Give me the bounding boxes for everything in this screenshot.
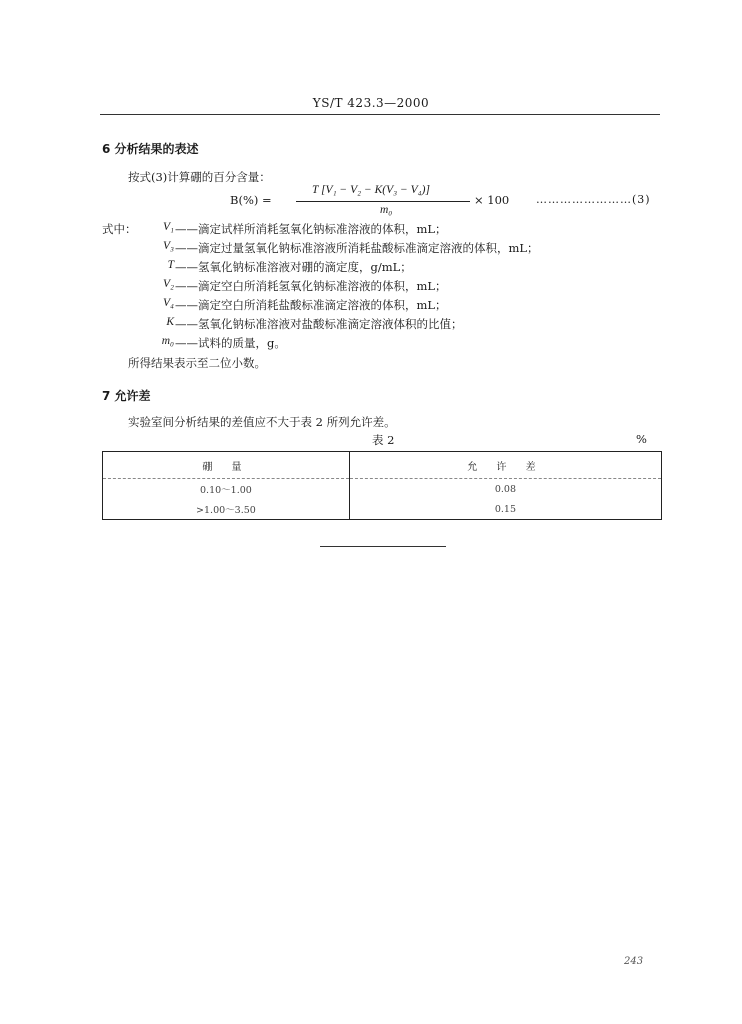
tolerance-text: 实验室间分析结果的差值应不大于表 2 所列允许差。 xyxy=(128,415,396,429)
variable-description: ——滴定空白所消耗氢氧化钠标准溶液的体积，mL； xyxy=(175,279,447,293)
variable-symbol: T xyxy=(167,259,174,271)
variable-symbol: V₃ xyxy=(162,240,174,252)
variable-symbol: K xyxy=(166,316,174,328)
variable-description: ——氢氧化钠标准溶液对硼的滴定度，g/mL； xyxy=(175,260,412,274)
variable-description: ——滴定试样所消耗氢氧化钠标准溶液的体积，mL； xyxy=(175,222,447,236)
variable-symbol: m₀ xyxy=(161,335,174,347)
table-caption: 表 2 xyxy=(372,433,395,447)
formula-lhs: B(%) = xyxy=(230,193,272,207)
equation-number: ……………………(3) xyxy=(536,193,651,206)
table-unit: % xyxy=(636,432,647,446)
table-row xyxy=(103,499,662,520)
standard-number-header: YS/T 423.3—2000 xyxy=(312,96,430,110)
formula-fraction-bar xyxy=(296,201,470,202)
tolerance-table xyxy=(102,451,662,520)
table-cell: 0.15 xyxy=(494,503,516,515)
table-header-row xyxy=(103,452,662,479)
page-number: 243 xyxy=(624,956,644,967)
column-header-tolerance: 允 许 差 xyxy=(349,452,661,479)
where-label: 式中： xyxy=(102,222,137,236)
variable-symbol: V₄ xyxy=(162,297,174,309)
variable-symbol: V₁ xyxy=(162,221,174,233)
variable-description: ——氢氧化钠标准溶液对盐酸标准滴定溶液体积的比值； xyxy=(175,317,463,331)
variable-description: ——试料的质量，g。 xyxy=(175,336,286,350)
table-cell: >1.00～3.50 xyxy=(103,499,350,520)
column-header-boron-content: 硼 量 xyxy=(103,452,350,479)
table-row xyxy=(103,479,662,500)
end-of-standard-rule xyxy=(320,546,446,547)
rounding-note: 所得结果表示至二位小数。 xyxy=(128,356,266,370)
variable-description: ——滴定过量氢氧化钠标准溶液所消耗盐酸标准滴定溶液的体积，mL； xyxy=(175,241,539,255)
formula-denominator: m₀ xyxy=(380,204,393,216)
section-6-title: 6 分析结果的表述 xyxy=(102,142,199,156)
variable-symbol: V₂ xyxy=(162,278,174,290)
formula-multiplier: × 100 xyxy=(474,193,510,207)
table-cell: 0.08 xyxy=(494,483,516,495)
section-7-title: 7 允许差 xyxy=(102,389,151,403)
table-cell: 0.10～1.00 xyxy=(103,479,350,500)
variable-description: ——滴定空白所消耗盐酸标准滴定溶液的体积，mL； xyxy=(175,298,447,312)
formula-numerator: T [V₁ − V₂ − K(V₃ − V₄)] xyxy=(312,184,430,196)
formula-intro: 按式(3)计算硼的百分含量： xyxy=(128,170,271,184)
header-rule xyxy=(100,114,660,115)
